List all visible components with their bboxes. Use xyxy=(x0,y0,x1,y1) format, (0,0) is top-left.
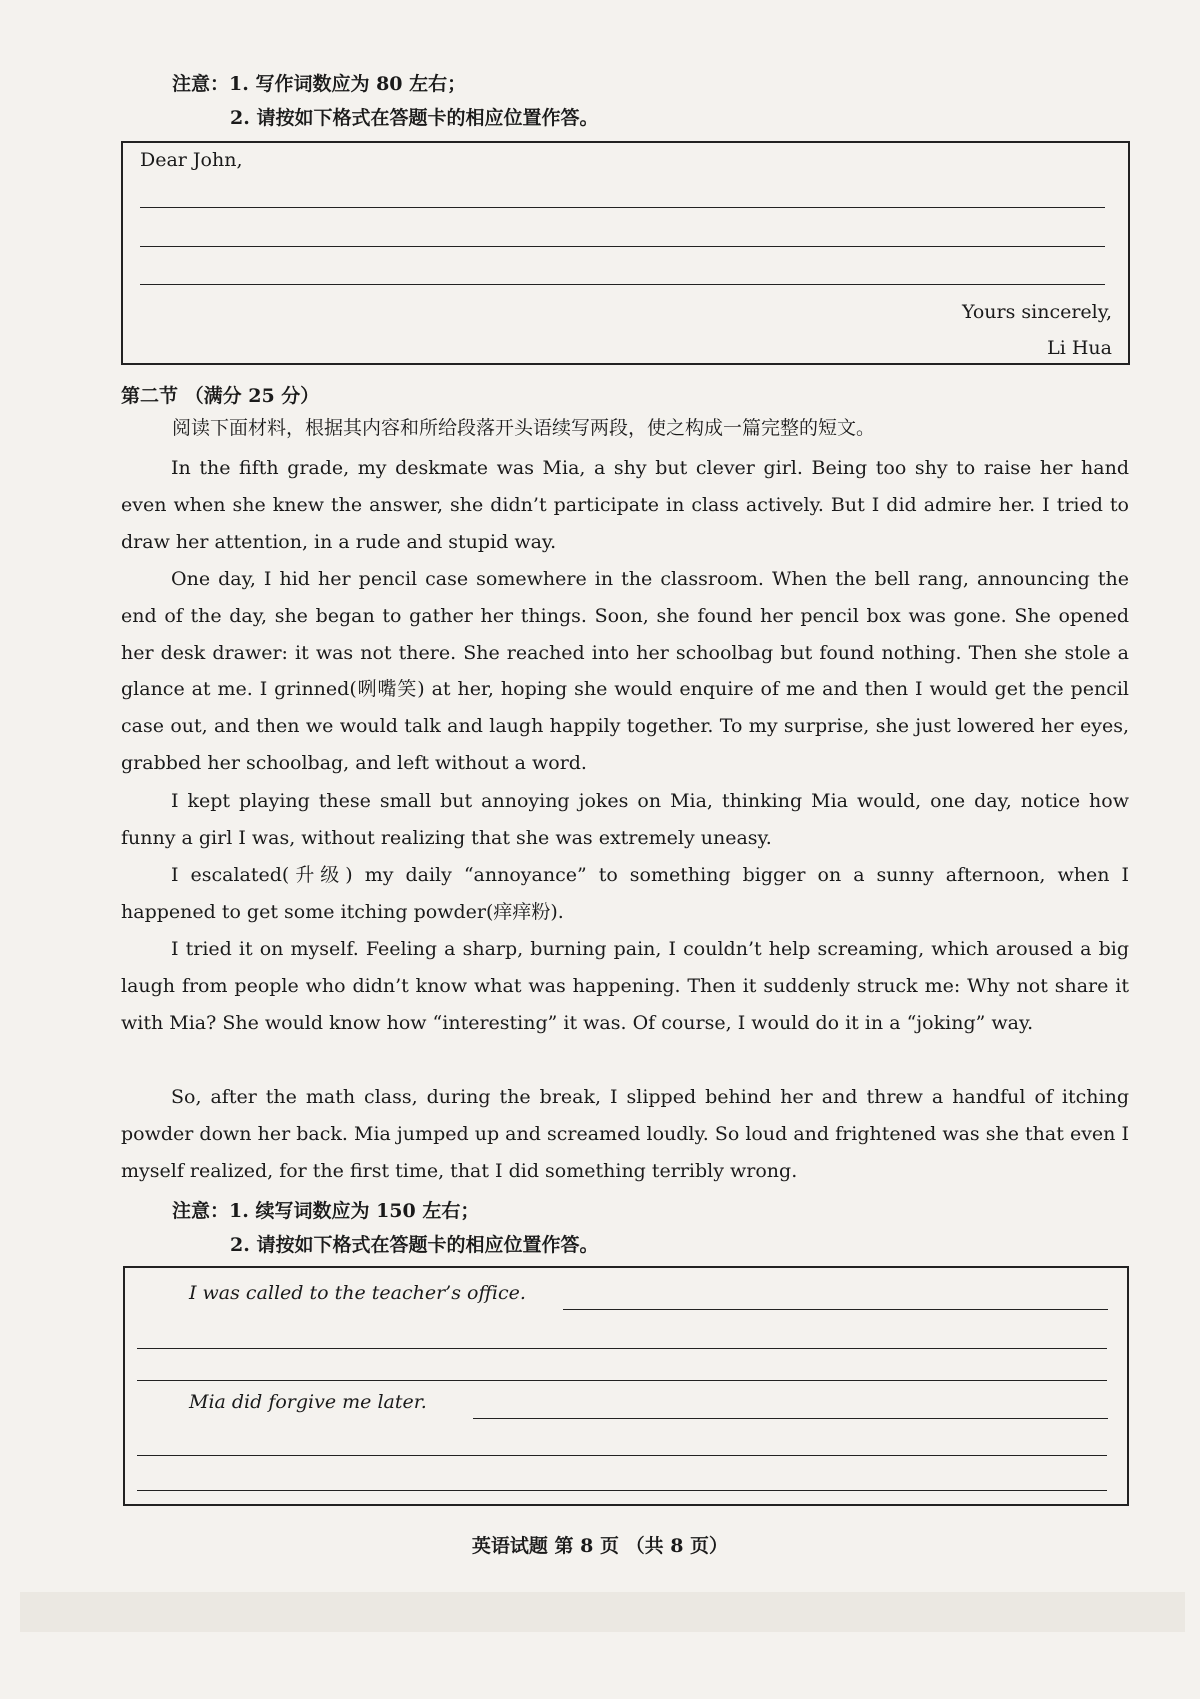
continuation-answer-box xyxy=(123,1266,1129,1506)
story-paragraph-2: One day, I hid her pencil case somewhere in the classroom. When the bell rang, announcing the end of the day, she began to gather her things. Soon, she found her pencil box was gone. She opened her desk drawer: it was not there. She reached into her schoolbag but found nothing. Then she stole a glance at me. I grinned(咧嘴笑) at her, hoping she would enquire of me and then I would get the pencil case out, and then we would talk and laugh happily together. To my surprise, she just lowered her eyes, grabbed her schoolbag, and left without a word. xyxy=(121,568,1129,774)
story-paragraph-1: In the fifth grade, my deskmate was Mia, a shy but clever girl. Being too shy to raise her hand even when she knew the answer, she didn’t participate in class actively. But I did admire her. I tried to draw her attention, in a rude and stupid way. xyxy=(121,457,1129,553)
letter-signature: Li Hua xyxy=(1047,337,1112,359)
paragraph-opening-1: I was called to the teacher’s office. xyxy=(189,1282,526,1304)
story-paragraph-6: So, after the math class, during the break, I slipped behind her and threw a handful of itching powder down her back. Mia jumped up and screamed loudly. So loud and frightened was she that even I myself realized, for the first time, that I did something terribly wrong. xyxy=(121,1086,1129,1182)
writing-note-line-1: 注意：1. 写作词数应为 80 左右； xyxy=(172,73,467,95)
continuation-note-line-1: 注意：1. 续写词数应为 150 左右； xyxy=(172,1200,480,1222)
answer-line xyxy=(140,284,1105,285)
scan-margin-band xyxy=(20,1592,1185,1632)
story-paragraph-3: I kept playing these small but annoying jokes on Mia, thinking Mia would, one day, notice how funny a girl I was, without realizing that she was extremely uneasy. xyxy=(121,790,1129,849)
page-footer: 英语试题 第 8 页 （共 8 页） xyxy=(471,1535,729,1557)
letter-salutation: Dear John, xyxy=(140,149,243,171)
answer-line xyxy=(137,1455,1107,1456)
letter-answer-box xyxy=(121,141,1130,365)
answer-line xyxy=(473,1418,1108,1419)
answer-line xyxy=(137,1348,1107,1349)
letter-closing: Yours sincerely, xyxy=(961,301,1112,323)
paragraph-opening-2: Mia did forgive me later. xyxy=(189,1391,427,1413)
writing-note-line-2: 2. 请按如下格式在答题卡的相应位置作答。 xyxy=(230,107,599,129)
answer-line xyxy=(137,1380,1107,1381)
answer-line xyxy=(563,1309,1108,1310)
section-title: 第二节 （满分 25 分） xyxy=(121,385,320,407)
answer-line xyxy=(137,1490,1107,1491)
answer-line xyxy=(140,207,1105,208)
answer-line xyxy=(140,246,1105,247)
story-paragraph-4: I escalated(升级) my daily “annoyance” to something bigger on a sunny afternoon, when I happened to get some itching powder(痒痒粉). xyxy=(121,864,1129,923)
story-paragraph-5: I tried it on myself. Feeling a sharp, burning pain, I couldn’t help screaming, which aroused a big laugh from people who didn’t know what was happening. Then it suddenly struck me: Why not share it with Mia? She would know how “interesting” it was. Of course, I would do it in a “joking” way. xyxy=(121,938,1129,1034)
continuation-note-line-2: 2. 请按如下格式在答题卡的相应位置作答。 xyxy=(230,1234,599,1256)
section-instruction: 阅读下面材料，根据其内容和所给段落开头语续写两段，使之构成一篇完整的短文。 xyxy=(172,417,876,439)
